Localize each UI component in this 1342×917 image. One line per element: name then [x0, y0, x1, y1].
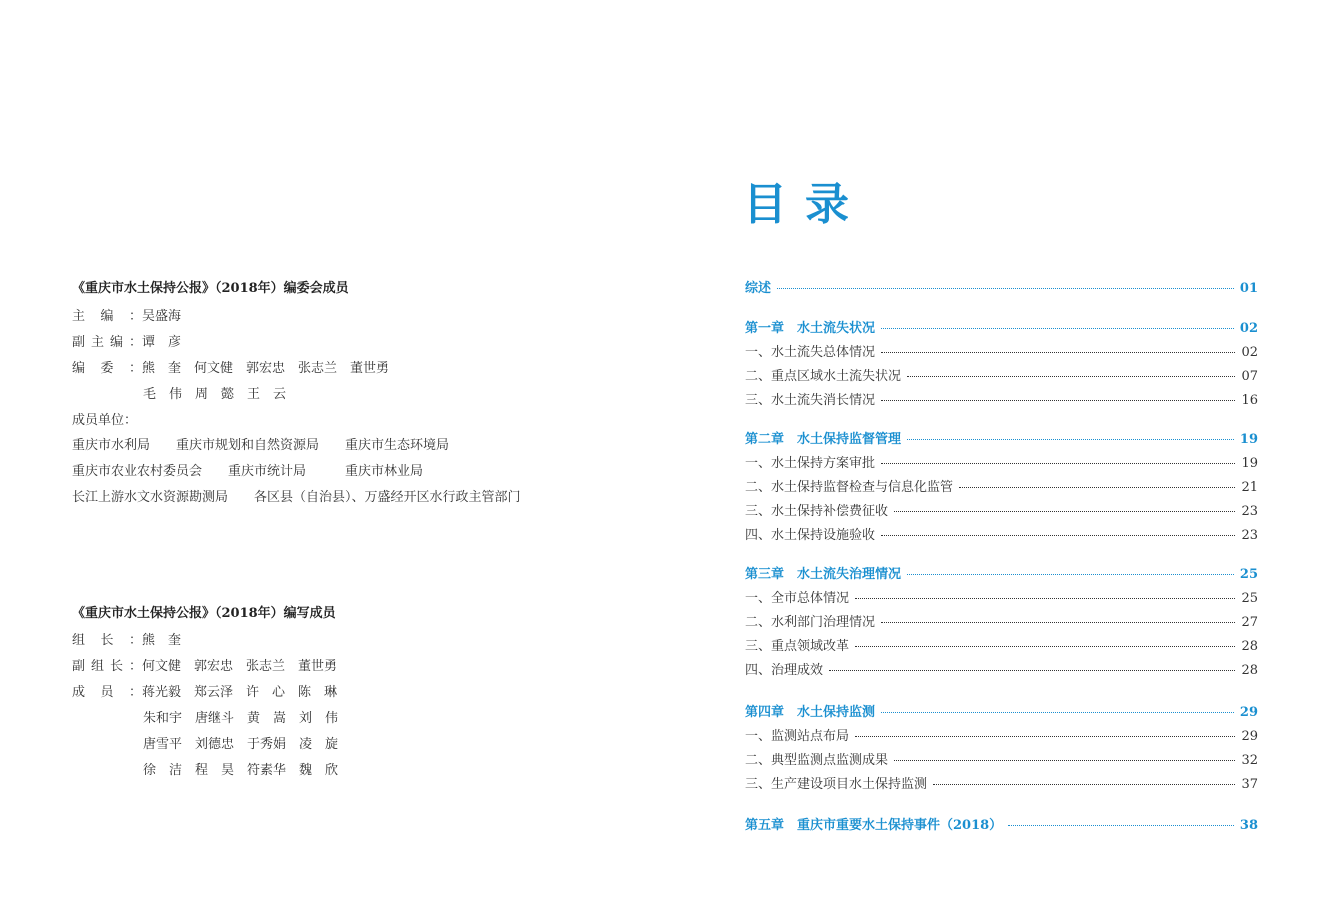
toc-chapter-entry[interactable] — [745, 563, 1258, 582]
board-members-row — [72, 357, 389, 376]
toc-entry-title: 四、治理成效 — [745, 663, 824, 678]
toc-entry-title: 一、水土流失总体情况 — [745, 345, 876, 360]
toc-entry-title: 二、典型监测点监测成果 — [745, 753, 889, 768]
row-value: 熊 奎 — [142, 633, 182, 648]
writing-members-continued: 唐雪平 刘德忠 于秀娟 凌 旋 — [143, 737, 339, 752]
toc-page-number: 02 — [1241, 345, 1258, 360]
toc-section-entry[interactable] — [745, 773, 1258, 792]
toc-section-entry[interactable] — [745, 389, 1258, 408]
toc-dot-leader — [907, 574, 1234, 575]
toc-chapter-entry[interactable] — [745, 814, 1258, 833]
toc-entry-title: 三、生产建设项目水土保持监测 — [745, 777, 928, 792]
member-units-line: 长江上游水文水资源勘测局 各区县（自治县）、万盛经开区水行政主管部门 — [72, 490, 521, 505]
row-value: 吴盛海 — [142, 309, 182, 324]
toc-page-number: 07 — [1241, 369, 1258, 384]
toc-entry-title: 一、监测站点布局 — [745, 729, 850, 744]
toc-page-number: 21 — [1241, 480, 1258, 495]
toc-dot-leader — [959, 487, 1235, 488]
toc-title: 目录 — [743, 179, 867, 230]
toc-page-number: 37 — [1241, 777, 1258, 792]
row-value: 谭 彦 — [142, 335, 182, 350]
toc-dot-leader — [855, 736, 1235, 737]
toc-page-number: 32 — [1241, 753, 1258, 768]
toc-entry-title: 三、重点领域改革 — [745, 639, 850, 654]
row-label: 组长： — [72, 633, 142, 648]
toc-page-number: 16 — [1241, 393, 1258, 408]
team-leader-row — [72, 629, 181, 648]
toc-entry-title: 第五章 重庆市重要水土保持事件（2018） — [745, 818, 1003, 833]
editorial-board-title: 《重庆市水土保持公报》（2018年）编委会成员 — [72, 281, 349, 296]
toc-page-number: 28 — [1241, 639, 1258, 654]
toc-chapter-entry[interactable] — [745, 701, 1258, 720]
toc-page-number: 23 — [1241, 528, 1258, 543]
toc-page-number: 23 — [1241, 504, 1258, 519]
toc-dot-leader — [855, 598, 1235, 599]
toc-section-entry[interactable] — [745, 365, 1258, 384]
toc-page-number: 19 — [1241, 456, 1258, 471]
toc-entry-title: 二、重点区域水土流失状况 — [745, 369, 902, 384]
toc-entry-title: 第三章 水土流失治理情况 — [745, 567, 902, 582]
editor-in-chief-row — [72, 305, 181, 324]
toc-entry-title: 二、水土保持监督检查与信息化监管 — [745, 480, 954, 495]
toc-entry-title: 第二章 水土保持监督管理 — [745, 432, 902, 447]
toc-entry-title: 一、水土保持方案审批 — [745, 456, 876, 471]
toc-dot-leader — [881, 622, 1235, 623]
toc-page-number: 25 — [1239, 567, 1258, 582]
toc-entry-title: 四、水土保持设施验收 — [745, 528, 876, 543]
toc-section-entry[interactable] — [745, 476, 1258, 495]
writing-members-continued: 朱和宇 唐继斗 黄 嵩 刘 伟 — [143, 711, 339, 726]
member-units-label: 成员单位： — [72, 413, 138, 428]
toc-page-number: 27 — [1241, 615, 1258, 630]
toc-dot-leader — [829, 670, 1235, 671]
member-units-line: 重庆市水利局 重庆市规划和自然资源局 重庆市生态环境局 — [72, 438, 450, 453]
toc-dot-leader — [894, 760, 1235, 761]
toc-section-entry[interactable] — [745, 749, 1258, 768]
toc-section-entry[interactable] — [745, 452, 1258, 471]
toc-dot-leader — [881, 328, 1234, 329]
toc-dot-leader — [881, 535, 1235, 536]
toc-section-entry[interactable] — [745, 587, 1258, 606]
toc-page-number: 25 — [1241, 591, 1258, 606]
toc-chapter-entry[interactable] — [745, 277, 1258, 296]
toc-section-entry[interactable] — [745, 500, 1258, 519]
deputy-leader-row — [72, 655, 337, 674]
member-units-line: 重庆市农业农村委员会 重庆市统计局 重庆市林业局 — [72, 464, 424, 479]
toc-dot-leader — [933, 784, 1235, 785]
toc-section-entry[interactable] — [745, 341, 1258, 360]
toc-section-entry[interactable] — [745, 524, 1258, 543]
toc-page-number: 01 — [1239, 281, 1258, 296]
row-label: 主编： — [72, 309, 142, 324]
row-value: 熊 奎 何文健 郭宏忠 张志兰 董世勇 — [142, 361, 390, 376]
row-label: 副主编： — [72, 335, 142, 350]
toc-page-number: 29 — [1239, 705, 1258, 720]
toc-page-number: 38 — [1239, 818, 1258, 833]
toc-entry-title: 三、水土保持补偿费征收 — [745, 504, 889, 519]
toc-dot-leader — [777, 288, 1234, 289]
toc-chapter-entry[interactable] — [745, 428, 1258, 447]
board-members-continued: 毛 伟 周 懿 王 云 — [143, 387, 287, 402]
toc-entry-title: 二、水利部门治理情况 — [745, 615, 876, 630]
toc-page-number: 02 — [1239, 321, 1258, 336]
toc-dot-leader — [907, 439, 1234, 440]
toc-page-number: 29 — [1241, 729, 1258, 744]
row-label: 编委： — [72, 361, 142, 376]
toc-section-entry[interactable] — [745, 611, 1258, 630]
toc-page-number: 19 — [1239, 432, 1258, 447]
toc-entry-title: 综述 — [745, 281, 772, 296]
toc-dot-leader — [881, 352, 1235, 353]
row-label: 成员： — [72, 685, 142, 700]
toc-entry-title: 一、全市总体情况 — [745, 591, 850, 606]
deputy-editor-row — [72, 331, 181, 350]
toc-section-entry[interactable] — [745, 725, 1258, 744]
toc-section-entry[interactable] — [745, 659, 1258, 678]
toc-chapter-entry[interactable] — [745, 317, 1258, 336]
toc-dot-leader — [855, 646, 1235, 647]
toc-dot-leader — [1008, 825, 1234, 826]
toc-dot-leader — [881, 400, 1235, 401]
toc-entry-title: 三、水土流失消长情况 — [745, 393, 876, 408]
toc-page-number: 28 — [1241, 663, 1258, 678]
toc-dot-leader — [907, 376, 1235, 377]
toc-entry-title: 第一章 水土流失状况 — [745, 321, 876, 336]
toc-dot-leader — [894, 511, 1235, 512]
toc-entry-title: 第四章 水土保持监测 — [745, 705, 876, 720]
toc-dot-leader — [881, 463, 1235, 464]
row-value: 蒋光毅 郑云泽 许 心 陈 琳 — [142, 685, 338, 700]
toc-dot-leader — [881, 712, 1234, 713]
toc-section-entry[interactable] — [745, 635, 1258, 654]
writing-team-title: 《重庆市水土保持公报》（2018年）编写成员 — [72, 606, 336, 621]
writing-members-continued: 徐 洁 程 昊 符素华 魏 欣 — [143, 763, 339, 778]
writing-members-row — [72, 681, 337, 700]
row-value: 何文健 郭宏忠 张志兰 董世勇 — [142, 659, 338, 674]
row-label: 副组长： — [72, 659, 142, 674]
